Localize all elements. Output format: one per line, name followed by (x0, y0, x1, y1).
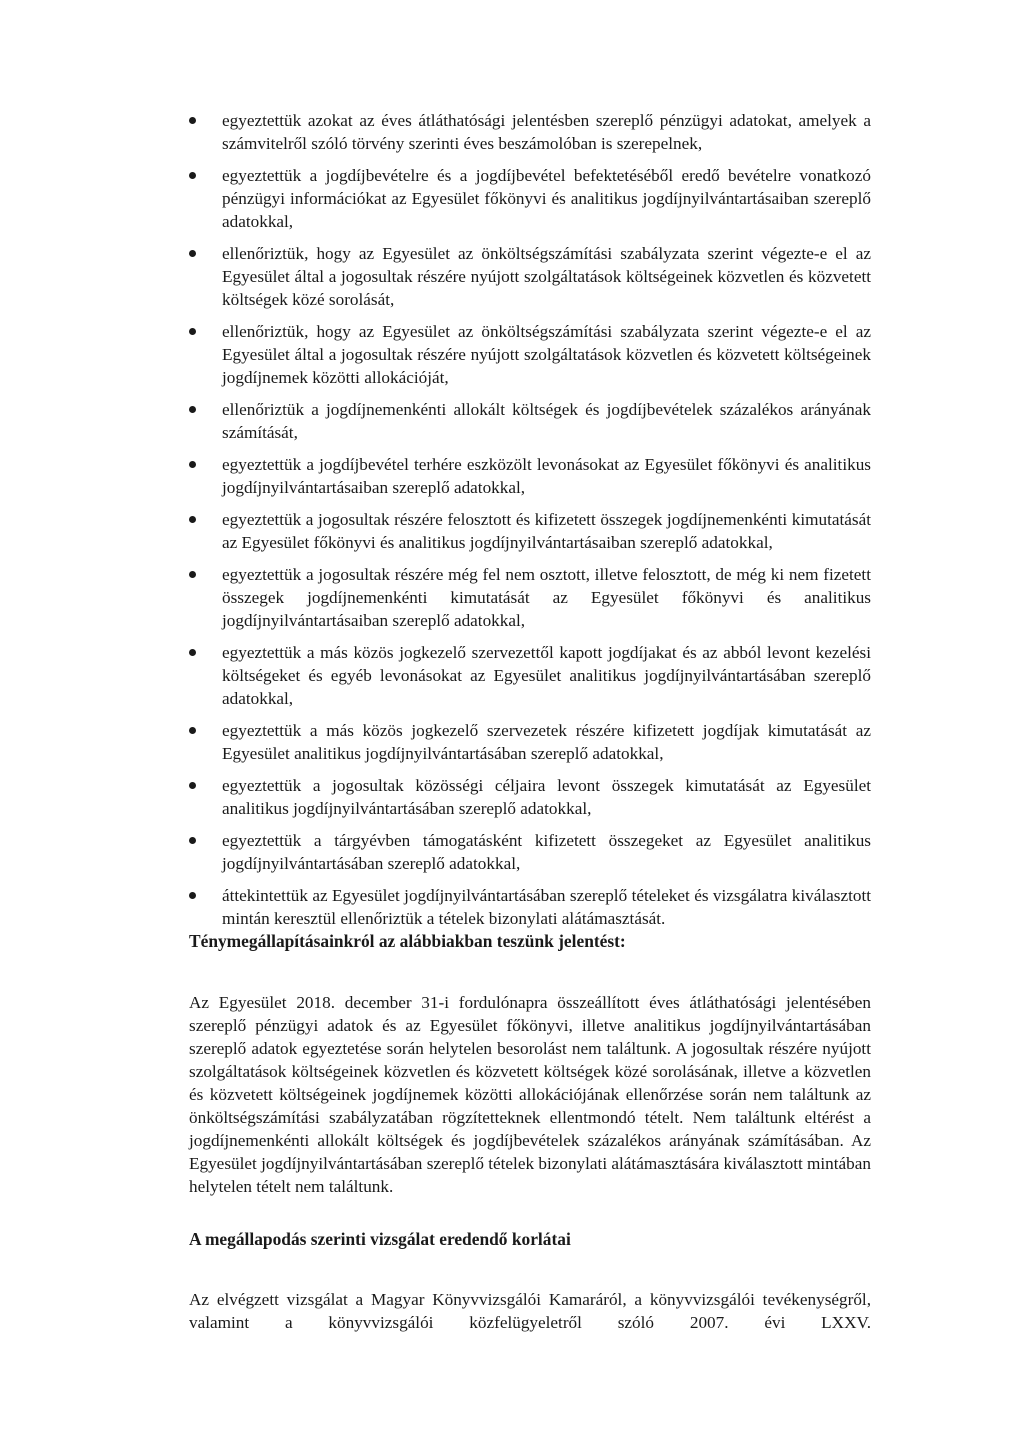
list-item-text: ellenőriztük, hogy az Egyesület az önköltségszámítási szabályzata szerint végezte-e el az Egyesület által a jogosultak részére nyújott szolgáltatások költségeinek közvetlen és közvetett költségek közé sorolását, (222, 244, 871, 309)
bullet-icon (189, 406, 196, 413)
list-item (189, 563, 871, 632)
list-item (189, 453, 871, 499)
list-item-text: egyeztettük a jogosultak közösségi céljaira levont összegek kimutatását az Egyesület analitikus jogdíjnyilvántartásában szereplő adatokkal, (222, 776, 871, 818)
bullet-icon (189, 516, 196, 523)
list-item-text: egyeztettük a más közös jogkezelő szervezettől kapott jogdíjakat és az abból levont kezelési költségeket és egyéb levonásokat az Egyesület analitikus jogdíjnyilvántartásában szereplő adatokkal, (222, 643, 871, 708)
bullet-icon (189, 571, 196, 578)
list-item (189, 884, 871, 930)
bullet-icon (189, 892, 196, 899)
findings-heading: Ténymegállapításainkról az alábbiakban teszünk jelentést: (189, 931, 626, 951)
list-item-text: egyeztettük azokat az éves átláthatósági jelentésben szereplő pénzügyi adatokat, amelyek a számvitelről szóló törvény szerinti éves beszámolóban is szerepelnek, (222, 111, 871, 153)
list-item (189, 829, 871, 875)
list-item-text: egyeztettük a jogdíjbevétel terhére eszközölt levonásokat az Egyesület főkönyvi és analitikus jogdíjnyilvántartásaiban szereplő adatokkal, (222, 455, 871, 497)
bullet-icon (189, 328, 196, 335)
list-item-text: egyeztettük a jogosultak részére felosztott és kifizetett összegek jogdíjnemenkénti kimutatását az Egyesület főkönyvi és analitikus jogdíjnyilvántartásaiban szereplő adatokkal, (222, 510, 871, 552)
list-item (189, 398, 871, 444)
bullet-icon (189, 117, 196, 124)
list-item-text: egyeztettük a jogosultak részére még fel nem osztott, illetve felosztott, de még ki nem fizetett összegek jogdíjnemenkénti kimutatását az Egyesület főkönyvi és analitikus jogdíjnyilvántartásaiban szereplő adatokkal, (222, 565, 871, 630)
bullet-icon (189, 461, 196, 468)
bullet-icon (189, 172, 196, 179)
list-item (189, 719, 871, 765)
limits-heading: A megállapodás szerinti vizsgálat eredendő korlátai (189, 1229, 571, 1249)
list-item (189, 774, 871, 820)
list-item (189, 320, 871, 389)
bullet-icon (189, 649, 196, 656)
bullet-icon (189, 782, 196, 789)
list-item-text: áttekintettük az Egyesület jogdíjnyilvántartásában szereplő tételeket és vizsgálatra kiválasztott mintán keresztül ellenőriztük a tételek bizonylati alátámasztását. (222, 886, 871, 928)
list-item-text: ellenőriztük a jogdíjnemenkénti allokált költségek és jogdíjbevételek százalékos arányának számítását, (222, 400, 871, 442)
list-item (189, 164, 871, 233)
bullet-icon (189, 837, 196, 844)
bullet-icon (189, 727, 196, 734)
findings-paragraph: Az Egyesület 2018. december 31-i fordulónapra összeállított éves átláthatósági jelentésében szereplő pénzügyi adatok és az Egyesület főkönyvi, illetve analitikus jogdíjnyilvántartásában szereplő adatok egyeztetése során helytelen besorolást nem találtunk. A jogosultak részére nyújott szolgáltatások költségeinek közvetlen és közvetett költségek közé sorolásának, illetve a közvetlen és közvetett költségeinek jogdíjnemek közötti allokációjának ellenőrzése során nem találtunk az önköltségszámítási szabályzatában rögzítetteknek ellentmondó tételt. Nem találtunk eltérést a jogdíjnemenkénti allokált költségek és jogdíjbevételek százalékos arányának számításában. Az Egyesület jogdíjnyilvántartásában szereplő tételek bizonylati alátámasztására kiválasztott mintában helytelen tételt nem találtunk. (189, 993, 871, 1196)
list-item (189, 109, 871, 155)
list-item (189, 641, 871, 710)
list-item-text: egyeztettük a jogdíjbevételre és a jogdíjbevétel befektetéséből eredő bevételre vonatkozó pénzügyi információkat az Egyesület főkönyvi és analitikus jogdíjnyilvántartásaiban szereplő adatokkal, (222, 166, 871, 231)
list-item-text: ellenőriztük, hogy az Egyesület az önköltségszámítási szabályzata szerint végezte-e el az Egyesület által a jogosultak részére nyújott szolgáltatások közvetlen és közvetett költségeinek jogdíjnemek közötti allokációját, (222, 322, 871, 387)
procedures-list (189, 109, 871, 939)
list-item-text: egyeztettük a tárgyévben támogatásként kifizetett összegeket az Egyesület analitikus jogdíjnyilvántartásában szereplő adatokkal, (222, 831, 871, 873)
list-item (189, 508, 871, 554)
limits-paragraph: Az elvégzett vizsgálat a Magyar Könyvvizsgálói Kamaráról, a könyvvizsgálói tevékenységről, valamint a könyvvizsgálói közfelügyeletről szóló 2007. évi LXXV. (189, 1290, 871, 1332)
list-item-text: egyeztettük a más közös jogkezelő szervezetek részére kifizetett jogdíjak kimutatását az Egyesület analitikus jogdíjnyilvántartásában szereplő adatokkal, (222, 721, 871, 763)
bullet-icon (189, 250, 196, 257)
list-item (189, 242, 871, 311)
